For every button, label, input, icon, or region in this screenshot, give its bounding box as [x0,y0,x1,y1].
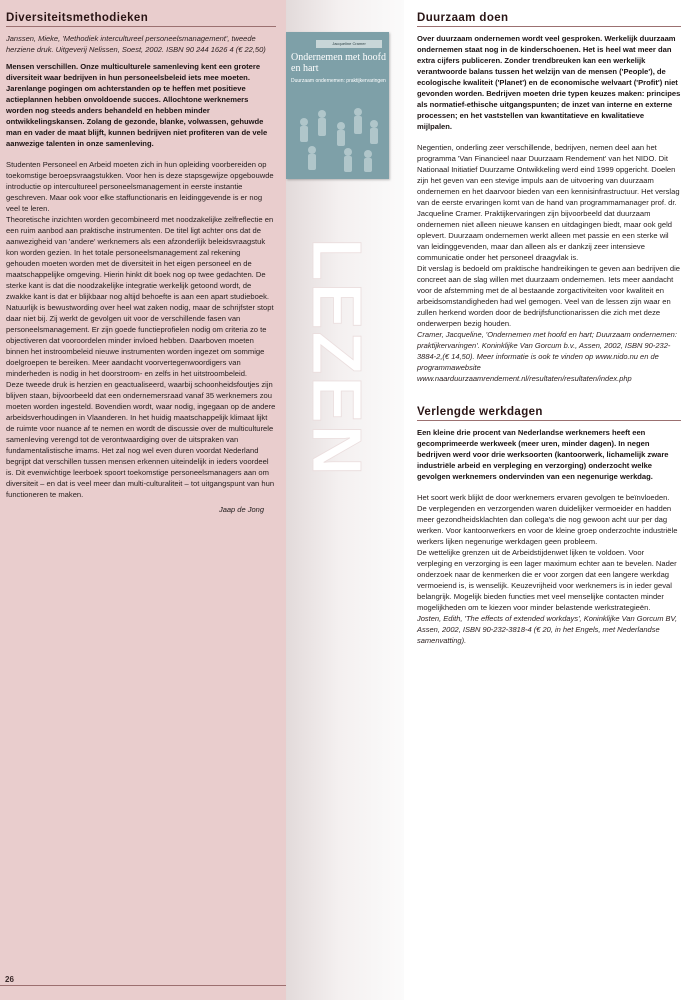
left-article-paragraph: Studenten Personeel en Arbeid moeten zich in hun opleiding voorbereiden op toekomstige beroepsvraagstukken. Voor hen is deze stapsgewijze opgebouwde introductie op intercultureel personeelsmanagement in eerste instantie geschreven. Maar ook voor elke staffunctionaris en leidinggevende is er nog veel te leren. [6,160,274,213]
book-cover-illustration [286,92,389,179]
right-article-1-paragraph: Dit verslag is bedoeld om praktische handreikingen te geven aan bedrijven die concreet aan de slag willen met duurzaam ondernemen. Iets meer aandacht voor de afstemming met de al bestaande zorgactiviteiten voor kwaliteit en arbeidsomstandigheden had wel gemogen. Veel van de lessen zijn waar en zullen herkend worden door de bedrijfsfunctionarissen die zich met deze onderwerpen bezig houden. [417,264,680,328]
section-label-vertical [298,238,376,538]
right-article-1-paragraph: Negentien, onderling zeer verschillende, bedrijven, nemen deel aan het programma 'Van Financieel naar Duurzaam Rendement' van het NIDO. Dit Nationaal Initiatief Duurzame Ontwikkeling werd eind 1999 opgericht. Doelen zijn het geven van een stevige impuls aan de uitvoering van duurzaam ondernemen en het daarvoor bieden van een kennisinfrastructuur. Het verslag van de eerste ervaringen komt van de hand van programmamanager prof. dr. Jacqueline Cramer. Praktijkervaringen zijn bijvoorbeeld dat duurzaam ondernemen niet alleen nieuwe kansen en uitdagingen biedt, maar ook geld oplevert. Duurzaam ondernemen werkt alleen met passie en een sterke wil van leidinggevenden, maar dan alleen als er dankzij zeer intensieve communicatie onder het personeel draagvlak is. [417,143,680,262]
page-number: 26 [5,975,14,984]
left-article-title: Diversiteitsmethodieken [6,12,276,27]
right-article-2-paragraph: De wettelijke grenzen uit de Arbeidstijdenwet lijken te voldoen. Voor verpleging en verzorging is een lager maximum echter aan te bevelen. Nader onderzoek naar de kenmerken die er voor zorgen dat een langere werkdag vermoeiend is, is wenselijk. Keuzevrijheid voor werknemers is in ieder geval belangrijk. Mogelijk bieden functies met veel menselijke contacten minder mogelijkheden om te kiezen voor minder belastende werkstrategieën. [417,548,677,612]
right-article-2-paragraph: Het soort werk blijkt de door werknemers ervaren gevolgen te beïnvloeden. De verplegenden en verzorgenden waren duidelijker vermoeider en hadden meer gezondheidsklachten dan collega's die nog gewoon acht uur per dag werken. Voor kantoorwerkers en voor de kleine groep onderzochte industriële werkers lijken negenurige werkdagen geen probleem. [417,493,678,546]
left-article-lead: Mensen verschillen. Onze multiculturele samenleving kent een grotere diversiteit waar bedrijven in hun personeelsbeleid iets mee moeten. Jarenlange pogingen om achterstanden op te heffen met positieve actieplannen hebben onvoldoende succes. Allochtone werknemers worden nog steeds anders behandeld en hebben minder ontwikkelingskansen. Zolang de gezonde, blanke, volwassen, gehuwde man en vader de maat blijft, kunnen bedrijven niet profiteren van de vele aanwezige talenten in onze samenleving. [6,62,268,148]
left-article-paragraph: Deze tweede druk is herzien en geactualiseerd, waarbij schoonheidsfoutjes zijn blijven staan, bijvoorbeeld dat een ondernemersraad vanaf 35 werknemers zou moeten worden ingesteld. Bovendien wordt, waar nodig, ingegaan op de andere arbeidsverhoudingen in Vlaanderen. In het huidig maatschappelijk klimaat lijkt de ruimte voor nuance af te nemen en wordt de discussie over de multiculturele samenleving verengd tot de verontwaardiging over de uitspraken van fundamentalistische imams. Het zal nog wel even duren voordat Nederland begrijpt dat verschillen tussen mensen erkennen uiteindelijk in ieders voordeel is. Dit evenwichtige leerboek spoort toekomstige personeelsmanagers aan om diversiteit – en dat is veel meer dan multi-culturaliteit – tot uitgangspunt van hun functioneren te maken. [6,380,276,499]
right-article-2-reference: Josten, Edith, 'The effects of extended workdays', Koninklijke Van Gorcum BV, Assen, 2002, ISBN 90-232-3818-4 (€ 20, in het Engels, met Nederlandse samenvatting). [417,614,678,645]
left-article-reference: Janssen, Mieke, 'Methodiek intercultureel personeelsmanagement', tweede herziene druk. Uitgeverij Nelissen, Soest, 2002. ISBN 90 244 1626 4 (€ 22,50) [6,34,266,54]
right-article-2-title: Verlengde werkdagen [417,406,681,421]
book-cover-author: Jacqueline Cramer [316,40,382,48]
book-cover-subtitle: Duurzaam ondernemen: praktijkervaringen [291,78,386,84]
right-article-2-lead: Een kleine drie procent van Nederlandse werknemers heeft een gecomprimeerde werkweek (meer uren, minder dagen). In negen bedrijven werd voor drie werksoorten (kantoorwerk, lichamelijk zware industriële arbeid en verpleging en verzorging) onderzocht welke gevolgen werknemers ondervinden van een negenurige werkdag. [417,428,669,481]
left-article-signature: Jaap de Jong [218,505,264,514]
footer-rule [0,985,286,986]
right-column [417,12,681,646]
right-article-1-title: Duurzaam doen [417,12,681,27]
book-cover-title: Ondernemen met hoofd en hart [291,52,386,74]
right-article-1-reference: Cramer, Jacqueline, 'Ondernemen met hoofd en hart; Duurzaam ondernemen: praktijkervaringen'. Koninklijke Van Gorcum b.v., Assen, 2002, ISBN 90-232-3884-2,(€ 14,50). Meer informatie is ook te vinden op www.nido.nu en de programmawebsite www.naarduurzaamrendement.nl/resultaten/resultaten/index.php [417,330,677,383]
section-label-text: LEZEN [298,238,376,478]
left-column [6,12,276,515]
right-article-1-lead: Over duurzaam ondernemen wordt veel gesproken. Werkelijk duurzaam ondernemen staat nog in de kinderschoenen. Het is heel wat meer dan extra cijfers publiceren. Zonder trendbreuken kan een werkelijk verantwoorde balans tussen het welzijn van de mensen ('People'), de ecologische kwaliteit ('Planet') en de economische welvaart ('Profit') niet gevonden worden. Bedrijven moeten drie typen keuzes maken: principes als normatief-ethische uitgangspunten; de inzet van interne en externe processen; en het vaststellen van kwantitatieve en kwalitatieve mijlpalen. [417,34,681,131]
book-cover-image [286,32,389,179]
left-article-paragraph: Theoretische inzichten worden gecombineerd met noodzakelijke zelfreflectie en een ruim aanbod aan praktische instrumenten. De titel ligt achter ons dat de aanwezigheid van 'andere' werknemers als een afzonderlijk beleidsvraagstuk kon worden gezien. In het totale personeelsmanagement zal rekening gehouden moeten worden met de diversiteit in het eigen personeel en de maatschappelijke omgeving. Hierin hinkt dit boek nog op twee gedachten. De sterke kant is dat die noodzakelijke integratie werkelijk getoond wordt, de zwakke kant is dat er blijkbaar nog altijd behoefte is aan een apart studieboek. Natuurlijk is bewustwording over heel wat zaken nodig, maar de schrijfster stopt daar niet bij. Zij werkt de gevolgen uit voor de verschillende fasen van personeelsmanagement. Er zijn goede functieprofielen nodig om criteria zo te objectiveren dat vooroordelen minder invloed hebben. Daarboven moeten binnen het instroombeleid nieuwe instrumenten worden ingezet om sommige doelgroepen te bereiken. Meer aandacht voorvertegenwoordigers van minderheden is nodig in het doorstroom- en zelfs in het uitstroombeleid. [6,215,274,378]
